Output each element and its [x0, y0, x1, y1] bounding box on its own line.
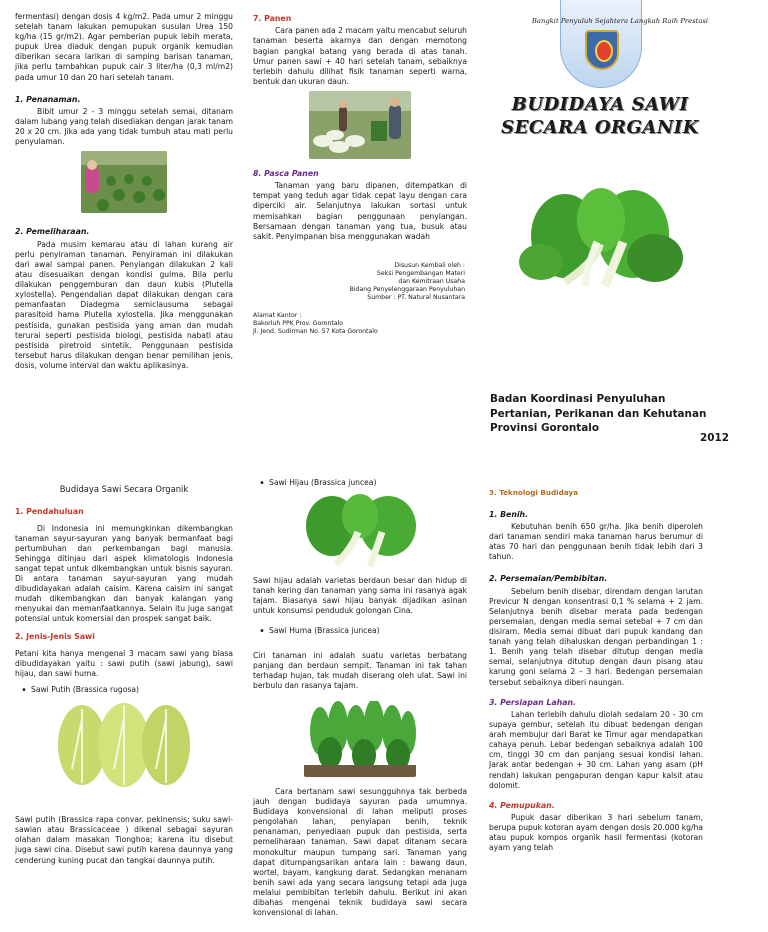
bottom-left-column: [15, 484, 233, 868]
section-heading-persemaian: 2. Persemaian/Pembibitan.: [489, 574, 608, 584]
credits-line: Disusun Kembali oleh :: [394, 261, 465, 269]
jenis-sawi-text: Petani kita hanya mengenal 3 macam sawi yang biasa dibudidayakan yaitu : sawi putih (sawi jabung), sawi hijau, dan sawi huma.: [15, 648, 233, 679]
cover-title-line: BUDIDAYA SAWI: [511, 94, 689, 115]
harvest-photo: [309, 91, 411, 159]
sawi-putih-photo: [54, 699, 194, 789]
pendahuluan-text: Di Indonesia ini memungkinkan dikembangkan tanaman sayur-sayuran yang banyak bermanfaat bagi pertumbuhan dan perkembangan bagi manusia. Sehingga ditinjau dari aspek klimatologis Indonesia sangat tepat untuk dikembangkan untuk bisnis sayuran. Di antara tanaman sayur-sayuran yang mudah dibudidayakan adalah caisim. Karena caisim ini sangat mudah dikembangkan dan banyak kalangan yang menyukai dan memanfaatkannya. Selain itu juga sangat potensial untuk komersial dan prospek sangat baik.: [15, 523, 233, 624]
sawi-huma-text: Ciri tanaman ini adalah suatu varietas berbatang panjang dan berdaun sempit. Tanaman ini tak tahan terhadap hujan, tak mudah diserang oleh ulat. Sawi ini berbulu dan rasanya tajam.: [253, 650, 467, 690]
cover-slogan: Bangkit Penyuluh Sejahtera Langkah Raih Prestasi: [531, 17, 709, 25]
fertilizer-intro-text: fermentasi) dengan dosis 4 kg/m2. Pada umur 2 minggu setelah tanam lakukan pemupukan susulan Urea 150 kg/ha (15 gr/m2). Agar pemberian pupuk lebih merata, pupuk Urea diaduk dengan pupuk organik kemudian diberikan secara larikan di samping barisan tanaman, jika perlu tambahkan pupuk cair 3 liter/ha (0,3 ml/m2) pada umur 10 dan 20 hari setelah tanam.: [15, 12, 233, 82]
org-line: Pertanian, Perikanan dan Kehutanan: [490, 407, 707, 420]
credits-line: dan Kemitraan Usaha: [398, 277, 465, 285]
sawi-putih-text: Sawi putih (Brassica rapa convar. pekinensis; suku sawi-sawian atau Brassicaceae ) dikenal sebagai sayuran olahan dalam masakan Tionghoa; karena itu disebut juga sawi cina. Disebut sawi putih karena daunnya yang cenderung kuning pucat dan tangkai daunnya putih.: [15, 815, 233, 865]
sawi-huma-photo: [304, 701, 416, 777]
address-line: Jl. Jend. Sudirman No. 57 Kota Gorontalo: [253, 328, 378, 336]
section-heading-pendahuluan: 1. Pendahuluan: [15, 507, 84, 517]
section-heading-persiapan-lahan: 3. Persiapan Lahan.: [489, 697, 576, 707]
credits-line: Seksi Pengembangan Materi: [376, 269, 465, 277]
section-heading-benih: 1. Benih.: [489, 509, 529, 519]
address-line: Alamat Kantor :: [253, 312, 302, 320]
pemupukan-text: Pupuk dasar diberikan 3 hari sebelum tanam, berupa pupuk kotoran ayam dengan dosis 20.000 kg/ha atau pupuk kompos organik hasil fermentasi (kotoran ayam yang telah: [489, 813, 703, 853]
budidaya-closing-text: Cara bertanam sawi sesungguhnya tak berbeda jauh dengan budidaya sayuran pada umumnya. Budidaya konvensional di lahan meliputi proses pengolahan lahan, penyiapan benih, teknik penanaman, penyediaan pupuk dan pestisida, serta pemeliharaan tanaman. Sawi dapat ditanam secara monokultur maupun tumpang sari. Tanaman yang dapat ditumpangsarikan antara lain : bawang daun, wortel, bayam, kangkung darat. Sedangkan menanam benih sawi ada yang secara langsung tetapi ada juga melalui pembibitan terlebih dahulu. Berikut ini akan dibahas mengenai teknik budidaya sawi secara konvensional di lahan.: [253, 786, 467, 918]
top-middle-column: [253, 14, 467, 336]
organization-name: [490, 392, 720, 436]
cover-title: [490, 93, 710, 140]
section-heading-teknologi: 3. Teknologi Budidaya: [489, 488, 578, 497]
bottom-middle-column: [253, 478, 467, 920]
section-heading-pasca-panen: 8. Pasca Panen: [253, 168, 319, 178]
bullet-sawi-hijau: • Sawi Hijau (Brassica juncea): [253, 478, 467, 488]
inner-page-title: Budidaya Sawi Secara Organik: [59, 484, 189, 494]
section-heading-pemeliharaan: 2. Pemeliharaan.: [15, 227, 90, 237]
sawi-hijau-text: Sawi hijau adalah varietas berdaun besar dan hidup di tanah kering dan tanaman yang sama ini rasanya agak tajam. Biasanya sawi hijau banyak dijadikan asinan untuk konsumsi penduduk golongan Cina.: [253, 576, 467, 616]
section-heading-jenis-sawi: 2. Jenis-Jenis Sawi: [15, 632, 95, 642]
benih-text: Kebutuhan benih 650 gr/ha. Jika benih diperoleh dari tanaman sendiri maka tanaman harus berumur di atas 70 hari dan penggunaan benih tidak lebih dari 3 tahun.: [489, 521, 703, 562]
org-line: Badan Koordinasi Penyuluhan: [490, 393, 666, 405]
org-line: Provinsi Gorontalo: [490, 422, 599, 435]
section-heading-penanaman: 1. Penanaman.: [15, 94, 81, 104]
bok-choy-cover-photo: [505, 182, 695, 300]
address-block: [253, 312, 467, 336]
bottom-right-column: [489, 488, 703, 855]
penanaman-text: Bibit umur 2 - 3 minggu setelah semai, ditanam dalam lubang yang telah disediakan dengan jarak tanam 20 x 20 cm. Jika ada yang tidak tumbuh atau mati perlu penyulaman.: [15, 107, 233, 147]
gorontalo-crest-emblem: [560, 0, 642, 88]
publication-year: 2012: [700, 432, 729, 444]
bullet-sawi-putih: • Sawi Putih (Brassica rugosa): [15, 685, 233, 695]
credits-block: [253, 262, 467, 302]
pemeliharaan-text: Pada musim kemarau atau di lahan kurang air perlu penyiraman tanaman. Penyiraman ini dilakukan dari awal sampai panen. Penyiangan dilakukan 2 kali atau disesuaikan dengan kondisi gulma. Bila perlu dilakukan penggemburan dan daun kubis (Plutella xylostella). Pengendalian dapat dilakukan dengan cara pemanfaatan Diadegma semiclausuma sebagai parasitoid hama Plutella xylostella. Jika menggunakan pestisida, gunakan pestisida yang aman dan mudah terurai seperti pestisida biologi, pestisida nabati atau pestisida piretroid sintetik. Penggunaan pestisida tersebut harus dilakukan dengan benar pemilihan jenis, dosis, volume interval dan waktu aplikasinya.: [15, 239, 233, 370]
pasca-panen-text: Tanaman yang baru dipanen, ditempatkan di tempat yang teduh agar tidak cepat layu dengan cara diperciki air. Selanjutnya lakukan sortasi untuk memisahkan bagian penggunaan penyiangan. Bersamaan dengan tanaman yang tua, busuk atau sakit. Penyimpanan bisa menggunakan wadah: [253, 181, 467, 241]
persemaian-text: Sebelum benih disebar, direndam dengan larutan Previcur N dengan konsentrasi 0,1 % selama + 2 jam. Selanjutnya benih disebar merata pada bedengan persemaian, dengan media semai setebal + 7 cm dan disiram. Media semai dibuat dari pupuk kandang dan tanah yang telah dihaluskan dengan perbandingan 1 : 1. Benih yang telah disebar ditutup dengan media semai, selanjutnya ditutup dengan daun pisang atau karung goni selama 2 – 3 hari. Bedengan persemaian tersebut sebaiknya diberi naungan.: [489, 586, 703, 687]
section-heading-pemupukan: 4. Pemupukan.: [489, 800, 555, 810]
panen-text: Cara panen ada 2 macam yaitu mencabut seluruh tanaman beserta akarnya dan dengan memotong bagian pangkal batang yang berada di atas tanah. Umur panen sawi + 40 hari setelah tanam, sebaiknya terlebih dahulu dilihat fisik tanaman seperti warna, bentuk dan ukuran daun.: [253, 26, 467, 86]
section-heading-panen: 7. Panen: [253, 14, 292, 23]
bullet-sawi-huma: • Sawi Huma (Brassica juncea): [253, 626, 467, 636]
planting-photo: [81, 151, 167, 213]
sawi-hijau-photo: [286, 492, 434, 572]
credits-line: Sumber : PT. Natural Nusantara: [367, 294, 465, 302]
cover-title-line: SECARA ORGANIK: [501, 117, 699, 139]
credits-line: Bidang Penyelenggaraan Penyuluhan: [349, 286, 465, 294]
address-line: Bakorluh PPK Prov. Gorontalo: [253, 320, 344, 328]
crest-shield-icon: [585, 30, 619, 70]
persiapan-lahan-text: Lahan terlebih dahulu diolah sedalam 20 - 30 cm supaya gembur, setelah itu dibuat bedengan dengan arah membujur dari Barat ke Timur agar mendapatkan cahaya penuh. Lebar bedengan sebaiknya adalah 100 cm, tinggi 30 cm dan panjang sesuai kondisi lahan. Jarak antar bedengan + 30 cm. Lahan yang asam (pH rendah) lakukan pengapuran dengan kapur kalsit atau dolomit.: [489, 709, 703, 790]
top-left-column: [15, 12, 233, 373]
